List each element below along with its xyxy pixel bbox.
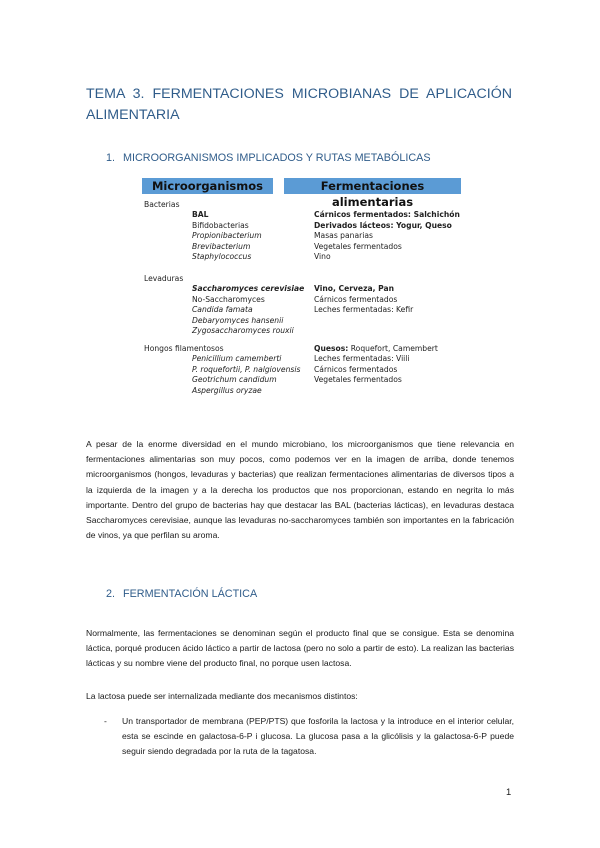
group-bacterias (144, 200, 262, 262)
uses-levaduras (314, 284, 413, 315)
list-item: Penicillium camemberti (192, 354, 282, 364)
list-item: Debaryomyces hansenii (192, 315, 284, 325)
list-item: Derivados lácteos: Yogur, Queso (314, 220, 452, 230)
list-item: Cárnicos fermentados: Salchichón (314, 210, 460, 220)
page-number: 1 (506, 786, 512, 797)
list-item: No-Saccharomyces (192, 294, 265, 304)
list-item: Saccharomyces cerevisiae (192, 284, 305, 294)
list-item: Quesos: Roquefort, Camembert (314, 344, 438, 353)
section-1-number: 1. (106, 152, 116, 164)
document-title: TEMA 3. FERMENTACIONES MICROBIANAS DE APLICACIÓN ALIMENTARIA (86, 86, 512, 123)
list-item-rest: Roquefort, Camembert (350, 344, 438, 353)
uses-bacterias (314, 210, 460, 262)
list-item: P. roquefortii, P. nalgiovensis (192, 364, 301, 374)
figure-header-microorganisms: Microorganismos (142, 178, 273, 194)
list-item: Leches fermentadas: Kefir (314, 305, 414, 315)
group-levaduras (144, 274, 304, 336)
list-item: Cárnicos fermentados (314, 364, 398, 374)
section-2-number: 2. (106, 588, 116, 600)
uses-hongos (314, 344, 438, 386)
list-item: Zygosaccharomyces rouxii (192, 326, 294, 336)
list-item: Staphylococcus (192, 252, 252, 262)
figure-header-fermentations: Fermentaciones alimentarias (284, 178, 461, 194)
group-hongos (144, 344, 300, 396)
list-item: Bifidobacterias (192, 220, 249, 230)
list-item: Candida famata (192, 305, 253, 315)
section-2-heading (106, 588, 257, 600)
section-1-heading (106, 152, 431, 164)
list-item: BAL (192, 210, 209, 220)
section-2-text: FERMENTACIÓN LÁCTICA (123, 588, 258, 600)
bullet-text: Un transportador de membrana (PEP/PTS) que fosforila la lactosa y la introduce en el interior celular, esta se escinde en galactosa-6-P i glucosa. La glucosa pasa a la glicólisis y la galactosa-6-P puede seguir siendo degradada por la ruta de la tagatosa. (122, 716, 514, 757)
group-name: Bacterias (144, 200, 180, 209)
list-item: Cárnicos fermentados (314, 294, 398, 304)
list-item: Vegetales fermentados (314, 375, 402, 385)
section-1-text: MICROORGANISMOS IMPLICADOS Y RUTAS METABÓLICAS (123, 152, 431, 164)
paragraph-1: A pesar de la enorme diversidad en el mundo microbiano, los microorganismos que tiene relevancia en fermentaciones alimentarias son muy pocos, como podemos ver en la imagen de arriba, donde tenemos microorganismos (hongos, levaduras y bacterias) que realizan fermentaciones alimentarias de diversos tipos a la izquierda de la imagen y a la derecha los productos que nos proporcionan, estando en negrita lo más importante. Dentro del grupo de bacterias hay que destacar las BAL (bacterias lácticas), en levaduras destaca Saccharomyces cerevisiae, aunque las levaduras no-saccharomyces también son importantes en la fabricación de vinos, ya que perfilan su aroma. (86, 439, 514, 541)
microorganisms-figure (142, 178, 462, 400)
group-name: Levaduras (144, 274, 184, 283)
group-name: Hongos filamentosos (144, 344, 224, 353)
paragraph-2: Normalmente, las fermentaciones se denominan según el producto final que se consigue. Esta se denomina láctica, porqué producen ácido láctico a partir de lactosa (pero no solo a partir de esto). La realizan las bacterias lácticas y su nombre viene del producto final, no porque usen lactosa. (86, 628, 514, 669)
list-item: Vino, Cerveza, Pan (314, 284, 395, 294)
paragraph-3: La lactosa puede ser internalizada mediante dos mecanismos distintos: (86, 691, 358, 701)
bullet-item-1 (86, 714, 514, 760)
list-item: Aspergillus oryzae (192, 385, 262, 395)
list-item: Propionibacterium (192, 231, 262, 241)
list-item: Vegetales fermentados (314, 241, 402, 251)
list-item: Vino (314, 252, 331, 262)
bullet-dash: - (104, 716, 107, 726)
list-item: Masas panarias (314, 231, 373, 241)
list-item: Geotrichum candidum (192, 375, 277, 385)
list-item: Brevibacterium (192, 241, 251, 251)
list-item: Leches fermentadas: Viili (314, 354, 410, 364)
